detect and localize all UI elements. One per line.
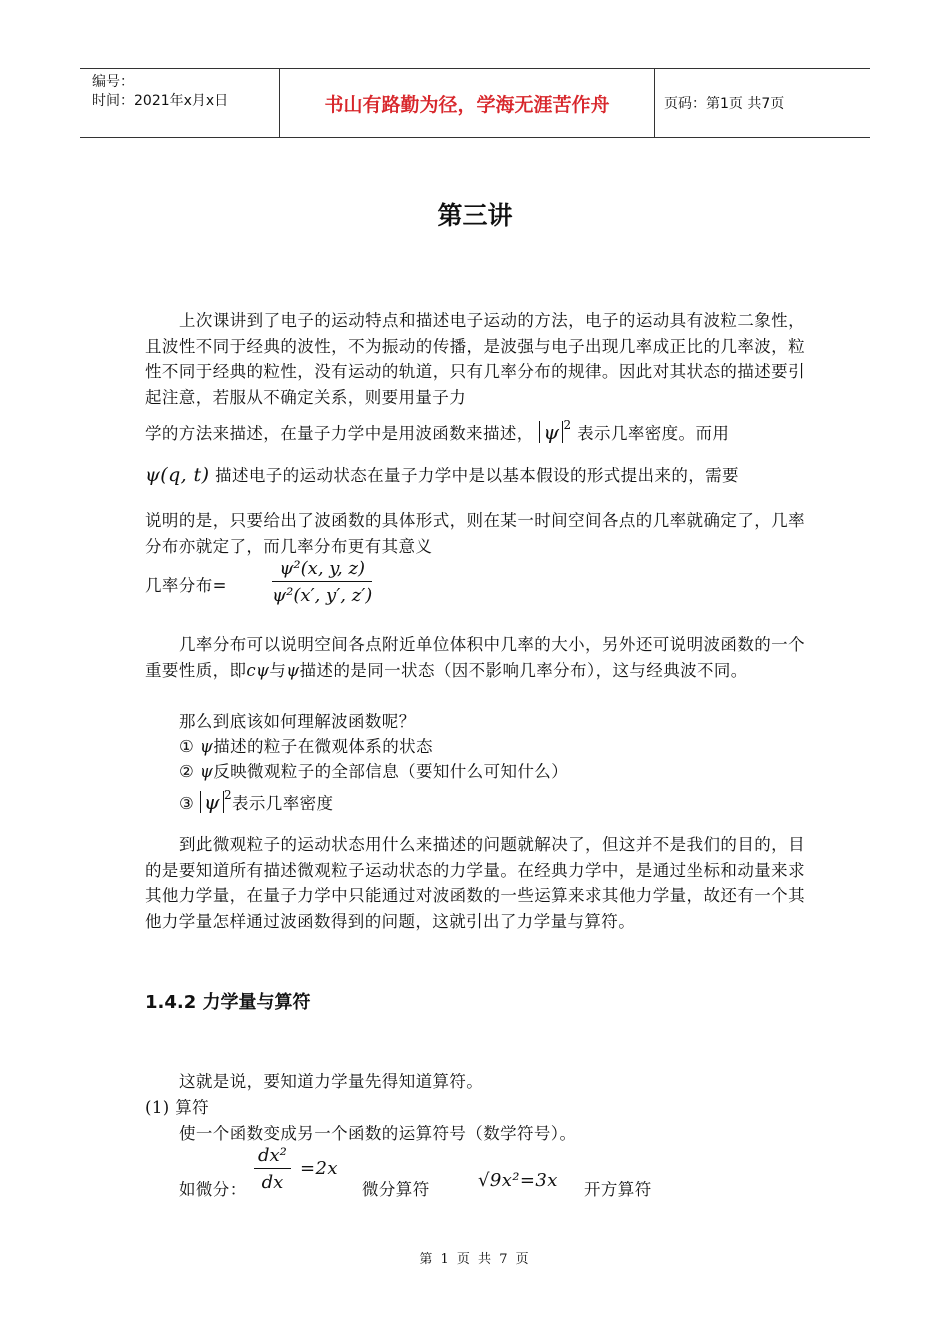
page-title: 第三讲 [437,201,513,230]
derivative-numerator: dx² [254,1145,291,1169]
paragraph-1-line-5 [145,420,729,444]
header-page-label: 页码：第1页 共7页 [664,96,785,112]
item-2-text: 反映微观粒子的全部信息（要知什么可知什么） [213,762,569,781]
derivative-label: 微分算符 [362,1180,430,1199]
derivative-fraction [254,1145,291,1193]
paragraph-3 [145,632,805,683]
list-item-2 [179,758,568,782]
paragraph-1-line-6-text: 描述电子的运动状态在量子力学中是以基本假设的形式提出来的，需要 [215,466,739,485]
paragraph-1: 上次课讲到了电子的运动特点和描述电子运动的方法，电子的运动具有波粒二象性，且波性不同于经典的波性，不为振动的传播，是波强与电子出现几率成正比的几率波，粒性不同于经典的粒性，没有运动的轨道，只有几率分布的规律。因此对其状态的描述要引起注意，若服从不确定关系，则要用量子力 [145,311,805,407]
header-motto: 书山有路勤为径，学海无涯苦作舟 [280,69,655,137]
paragraph-1-line-6 [145,462,739,486]
paragraph-2: 说明的是，只要给出了波函数的具体形式，则在某一时间空间各点的几率就确定了，几率分布亦就定了，而几率分布更有其意义 [145,511,805,556]
psi-qt: ψ(q, t) [145,464,210,486]
psi-sup: 2 [563,418,572,432]
page-footer: 第 1 页 共 7 页 [419,1252,531,1267]
time-label: 时间：2021年x月x日 [92,93,229,109]
question: 那么到底该如何理解波函数呢？ [179,712,416,731]
formula-label: 几率分布= [145,576,227,595]
item-1-psi: ψ [199,737,214,756]
item-3-number: ③ [179,794,195,813]
item-1-number: ① [179,737,195,756]
derivative-rhs: =2x [300,1158,338,1179]
item-3-psi-abs: ψ [200,791,224,813]
psi-symbol: ψ [286,660,300,680]
number-label: 编号： [92,74,134,90]
derivative-denominator: dx [261,1172,284,1193]
section-heading: 1.4.2 力学量与算符 [145,992,311,1013]
probability-formula [272,558,372,606]
item-2-number: ② [179,762,195,781]
operator-definition: 使一个函数变成另一个函数的运算符号（数学符号）。 [179,1124,577,1143]
item-3-sup: 2 [223,788,232,802]
psi-abs: ψ [539,421,563,443]
c-psi: cψ [246,660,270,680]
paragraph-4: 到此微观粒子的运动状态用什么来描述的问题就解决了，但这并不是我们的目的，目的是要知道所有描述微观粒子运动状态的力学量。在经典力学中，是通过坐标和动量来求其他力学量，在量子力学中只能通过对波函数的一些运算来求其他力学量，故还有一个其他力学量怎样通过波函数得到的问题，这就引出了力学量与算符。 [145,835,805,931]
paragraph-3-c: 描述的是同一状态（因不影响几率分布），这与经典波不同。 [299,660,748,680]
paragraph-1-line-5a: 学的方法来描述，在量子力学中是用波函数来描述， [145,424,534,443]
paragraph-5: 这就是说，要知道力学量先得知道算符。 [179,1072,484,1091]
sqrt-label: 开方算符 [584,1180,652,1199]
paragraph-3-b: 与 [269,660,287,680]
paragraph-3-a: 几率分布可以说明空间各点附近单位体积中几率的大小，另外还可说明波函数的一个重要性质，即 [145,635,805,680]
item-2-psi: ψ [199,762,214,781]
formula-denominator: ψ²(x′, y′, z′) [272,585,373,606]
example-label: 如微分： [179,1180,247,1199]
item-operator: (1) 算符 [145,1098,210,1117]
item-1-text: 描述的粒子在微观体系的状态 [213,737,433,756]
header-meta [80,69,280,137]
formula-numerator: ψ²(x, y, z) [272,558,372,582]
list-item-1 [179,733,433,757]
list-item-3 [179,790,333,814]
item-3-text: 表示几率密度 [232,794,334,813]
sqrt-expression: √9x²=3x [478,1170,558,1191]
paragraph-1-line-5b: 表示几率密度。而用 [577,424,730,443]
document-header [80,68,870,138]
